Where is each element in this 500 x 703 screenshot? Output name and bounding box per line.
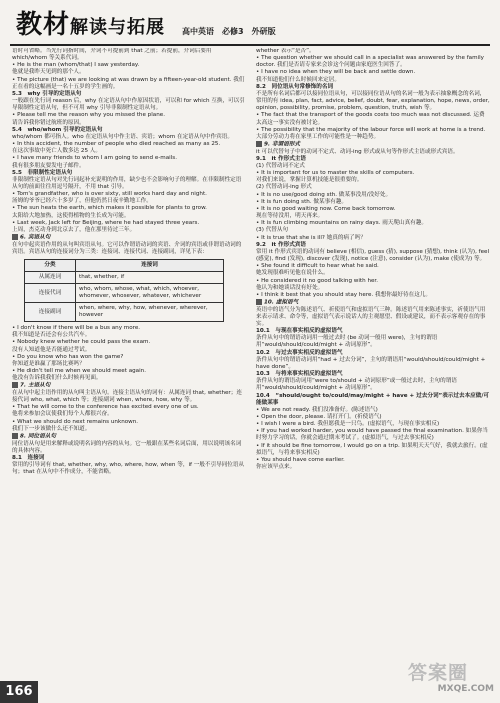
- text-line: • Open the door, please. 请打开门。(祈使语气): [256, 413, 382, 420]
- text-line: • He is the man (whom/that) I saw yesterday.: [12, 62, 140, 69]
- subsection-heading: 10.3 与将来事实相反的虚拟语气: [256, 371, 343, 378]
- text-line: • Please tell me the reason why you missed the plane.: [12, 112, 165, 119]
- text-line: 我有很多朋友要发电子邮件。: [12, 162, 85, 169]
- text-line: 她发现很难听见他在说什么。: [256, 270, 329, 277]
- text-line: • It is no use/good doing sth. 做某事没用/没好处。: [256, 191, 392, 198]
- watermark-logo: [408, 662, 494, 698]
- text-line: who/whom 都可指人。who 在定语从句中作主语、宾语；whom 在定语从句中作宾语。: [12, 133, 233, 140]
- table-cell: that, whether, if: [76, 272, 224, 284]
- brand-title: [16, 4, 165, 41]
- table-row: [25, 303, 224, 322]
- section-marker-icon: [12, 433, 18, 439]
- section-heading: [256, 299, 490, 307]
- table-cell: 从属连词: [25, 272, 76, 284]
- section-heading-text: 10. 虚拟语气: [264, 299, 299, 306]
- subsection-heading: 10.4 “should/ought to/could/may/might + have + 过去分词”表示过去本应做/可能做某事: [256, 392, 490, 406]
- subsection-heading: 8.1 连接词: [12, 454, 45, 461]
- text-line: • It is true that she is ill? 她真的病了吗？: [256, 234, 366, 241]
- text-line: • The fact that the transport of the goods costs too much was not discussed. 运费太高这一事实没有被讨论。: [256, 112, 485, 126]
- text-line: • I have no idea when they will be back and settle down.: [256, 69, 416, 76]
- section-heading-text: 8. 同位语从句: [20, 433, 56, 440]
- text-line: • I have many friends to whom I am going to send e-mails.: [12, 155, 177, 162]
- text-line: • The possibility that the majority of the labour force will work at home is a trend. 大部分劳动力将在家里工作的可能性是一种趋势。: [256, 126, 486, 140]
- header-rule: [10, 44, 490, 46]
- text-line: 同位语从句是用来解释或说明名词的内容的从句。它一般跟在某些名词后面，用以说明该名词的具体内容。: [12, 440, 242, 454]
- section-heading-text: 9. 非谓语形式: [264, 141, 300, 148]
- text-line: 没有人知道他是否能通过考试。: [12, 346, 91, 353]
- text-line: • I don't know if there will be a bus any more.: [12, 325, 141, 332]
- brand-subtitle: 解读与拓展: [70, 17, 166, 38]
- section-marker-icon: [12, 382, 18, 388]
- subsection-heading: 10.2 与过去事实相反的虚拟语气: [256, 349, 343, 356]
- text-line: • If it should be fine tomorrow, I would go on a trip. 如果明天天气好，我就去旅行。(虚拟语气，与将来事实相反): [256, 442, 488, 456]
- text-line: 他就是我昨天见到的那个人。: [12, 69, 85, 76]
- text-line: • He didn't tell me when we should meet again.: [12, 367, 146, 374]
- section-marker-icon: [12, 234, 18, 240]
- text-line: (3) 代替从句: [256, 227, 289, 234]
- text-line: 不是所有名词后都可以接同位语从句，可以接同位语从句的名词一般为表示抽象概念的名词，常用的有 idea, plan, fact, advice, belief, doubt, fear, explanation, hope, news, order, opinion, possibility, promise, problem, question, truth, wish 等。: [256, 90, 490, 112]
- text-line: 条件从句中的谓语动词用“had + 过去分词”，主句的谓语用“would/should/could/might + have done”。: [256, 356, 486, 370]
- section-marker-icon: [256, 299, 262, 305]
- text-line: 在句中起宾语作用的从句叫宾语从句。它可以作谓语动词的宾语、介词的宾语或非谓语动词的宾语。宾语从句的连接词分为三类：连接词、连接代词、连接副词，详见下表：: [12, 241, 242, 255]
- text-line: • Do you know who has won the game?: [12, 353, 124, 360]
- text-line: 他认为和她谈话没有好处。: [256, 284, 324, 291]
- text-line: • I wish I were a bird. 我但愿我是一只鸟。(虚拟语气，与现在事实相反): [256, 421, 440, 428]
- text-line: • Nobody knew whether he could pass the exam.: [12, 339, 151, 346]
- table-cell: 连接代词: [25, 284, 76, 303]
- left-column: [12, 48, 246, 676]
- subsection-heading: 8.2 同位语从句常修饰的名词: [256, 83, 334, 90]
- subsection-heading: 9.1 it 作形式主语: [256, 155, 307, 162]
- section-heading: [12, 234, 246, 242]
- table-cell: 连接副词: [25, 303, 76, 322]
- conjunction-table: [24, 259, 224, 322]
- text-line: • Last week, Jack left for Beijing, where he had stayed three years.: [12, 219, 200, 226]
- text-line: 他将来参加会议使我们每个人都很兴奋。: [12, 411, 113, 418]
- text-line: • He considered it no good talking with her.: [256, 277, 378, 284]
- table-cell: who, whom, whose, what, which, whoever, whomever, whosever, whatever, whichever: [76, 284, 224, 303]
- page-header: [10, 4, 490, 44]
- text-line: • It is important for us to master the skills of computers.: [256, 170, 415, 177]
- text-line: 现在等待没用，明天再来。: [256, 213, 324, 220]
- text-line: (2) 代替动词-ing 形式: [256, 184, 312, 191]
- table-cell: when, where, why, how, whenever, wherever, however: [76, 303, 224, 322]
- table-row: [25, 272, 224, 284]
- text-line: • She found it difficult to hear what he said.: [256, 263, 379, 270]
- section-marker-icon: [256, 141, 262, 147]
- text-line: 太阳给大地加热，这使得植物的生长成为可能。: [12, 212, 130, 219]
- right-column: [256, 48, 490, 698]
- text-line: 我不知道是否还会有公共汽车。: [12, 332, 91, 339]
- text-line: 你知道是谁赢了那场比赛吗？: [12, 360, 85, 367]
- text-line: • We are not ready. 我们没准备好。(陈述语气): [256, 406, 378, 413]
- watermark-url: MXQE.COM: [437, 684, 494, 694]
- text-line: • It is no good waiting now. Come back tomorrow.: [256, 205, 396, 212]
- book-info: 高中英语 必修3 外研版: [182, 27, 276, 36]
- text-line: • The sun heats the earth, which makes it possible for plants to grow.: [12, 205, 207, 212]
- table-header-cell: 分类: [25, 260, 76, 272]
- text-line: • You should have come earlier.: [256, 456, 345, 463]
- text-line: 语时可省略。当先行词指时间，介词不可提前到 that 之前；若提前，介词后要用 which/whom 等关系代词。: [12, 48, 212, 62]
- text-line: 在这次事故中死亡人数多达 25 人。: [12, 148, 101, 155]
- text-line: • If you had worked harder, you would have passed the final examination. 如果你当时努力学习的话，你就会通过期末考试了。(虚拟语气，与过去事实相反): [256, 428, 489, 442]
- text-line: 上周，杰克动身到北京去了，他在那里待过三年。: [12, 226, 136, 233]
- text-line: 他没有告诉我我们什么时候再见面。: [12, 375, 102, 382]
- text-line: 对我们来说，掌握计算机技能是很重要的。: [256, 177, 363, 184]
- table-header-cell: 连接词: [76, 260, 224, 272]
- text-line: 你应该早点来。: [256, 464, 296, 471]
- subsection-heading: 10.1 与现在事实相反的虚拟语气: [256, 328, 343, 335]
- text-line: • It is fun doing sth. 做某事有趣。: [256, 198, 347, 205]
- text-line: • I think it best that you should stay here. 我想你最好待在这儿。: [256, 291, 431, 298]
- section-heading: [12, 382, 246, 390]
- text-line: • That he will come to the conference has excited every one of us.: [12, 404, 199, 411]
- page-number: 166: [0, 681, 38, 703]
- text-line: 一般跟在先行词 reason 后，why 在定语从句中作原因状语，可以和 for which 互换，可以引导限制性定语从句，但不可用 why 引导非限制性定语从句。: [12, 98, 245, 112]
- text-line: • It is fun climbing mountains on rainy days. 雨天爬山真有趣。: [256, 220, 427, 227]
- text-line: • What we should do next remains unknown.: [12, 418, 139, 425]
- watermark-text: 答案圈: [408, 662, 469, 684]
- text-line: (1) 代替动词不定式: [256, 163, 305, 169]
- text-line: 我们下一步该做什么还不知道。: [12, 425, 91, 432]
- text-line: 常用 it 作形式宾语的动词有 believe (相信), guess (猜), suppose (猜想), think (认为), feel (感觉), find (发现), discover (发现), notice (注意), consider (认为), make (使成为) 等。: [256, 248, 490, 263]
- section-heading-text: 7. 主语从句: [20, 382, 51, 389]
- subsection-heading: 5.5 非限制性定语从句: [12, 169, 73, 176]
- section-heading: [12, 433, 246, 441]
- subsection-heading: 5.4 who/whom 引导的定语从句: [12, 126, 103, 133]
- subsection-heading: 5.3 why 引导的定语从句: [12, 90, 82, 97]
- text-line: 我不知道他们什么时候回来定居。: [256, 76, 340, 83]
- text-line: 汤姆的爷爷已经六十多岁了，但他仍然日夜辛勤地工作。: [12, 198, 152, 205]
- text-line: • In this accident, the number of people who died reached as many as 25.: [12, 141, 221, 148]
- brand-main: 教材: [16, 10, 71, 40]
- text-line: 条件从句的谓语动词用“were to/should + 动词原形”或一般过去时，主句的谓语用“would/should/could/might + 动词原形”。: [256, 378, 457, 392]
- section-heading-text: 6. 宾语从句: [20, 234, 51, 241]
- text-line: 常用的引导词有 that, whether, why, who, where, how, when 等，if 一般不引导同位语从句；that 在从句中不作成分，不能省略。: [12, 462, 245, 476]
- text-line: it 可以代替句子中的动词不定式、动词-ing 形式或从句等作形式主语或形式宾语。: [256, 148, 459, 155]
- text-line: 条件从句中的谓语动词用一般过去时 (be 动词一般用 were)，主句的谓语用“would/should/could/might + 动词原形”。: [256, 335, 438, 349]
- text-line: • The question whether we should call in a specialist was answered by the family doctor. 我们是否请专家来会诊这个问题由家庭医生回答了。: [256, 55, 484, 69]
- text-line: whether 表示“是否”。: [256, 48, 315, 54]
- subsection-heading: 9.2 it 作形式宾语: [256, 241, 307, 248]
- table-row: [25, 284, 224, 303]
- text-line: 在从句中起主语作用的从句叫主语从句。连接主语从句的词有：从属连词 that, whether；连接代词 who, what, which 等；连接副词 when, where, how, why 等。: [12, 389, 242, 404]
- text-line: 非限制性定语从句对先行词起补充说明的作用，缺少也不会影响句子的理解。在非限制性定语从句的前面往往用逗号隔开，不用 that 引导。: [12, 176, 242, 190]
- text-line: 请告诉我你错过航班的原因。: [12, 119, 85, 126]
- text-line: • The picture (that) we are looking at was drawn by a fifteen-year-old student. 我们正在看的这幅画是一名十五岁的学生画的。: [12, 76, 245, 90]
- text-line: • Tom's grandfather, who is over sixty, still works hard day and night.: [12, 191, 207, 198]
- section-heading: [256, 141, 490, 149]
- text-line: 英语中的语气分为陈述语气、祈使语气和虚拟语气三种。陈述语气用来陈述事实，祈使语气用来表示请求、命令等，虚拟语气表示说话人的主观愿望、假设或建议，而不表示客观存在的事实。: [256, 306, 486, 327]
